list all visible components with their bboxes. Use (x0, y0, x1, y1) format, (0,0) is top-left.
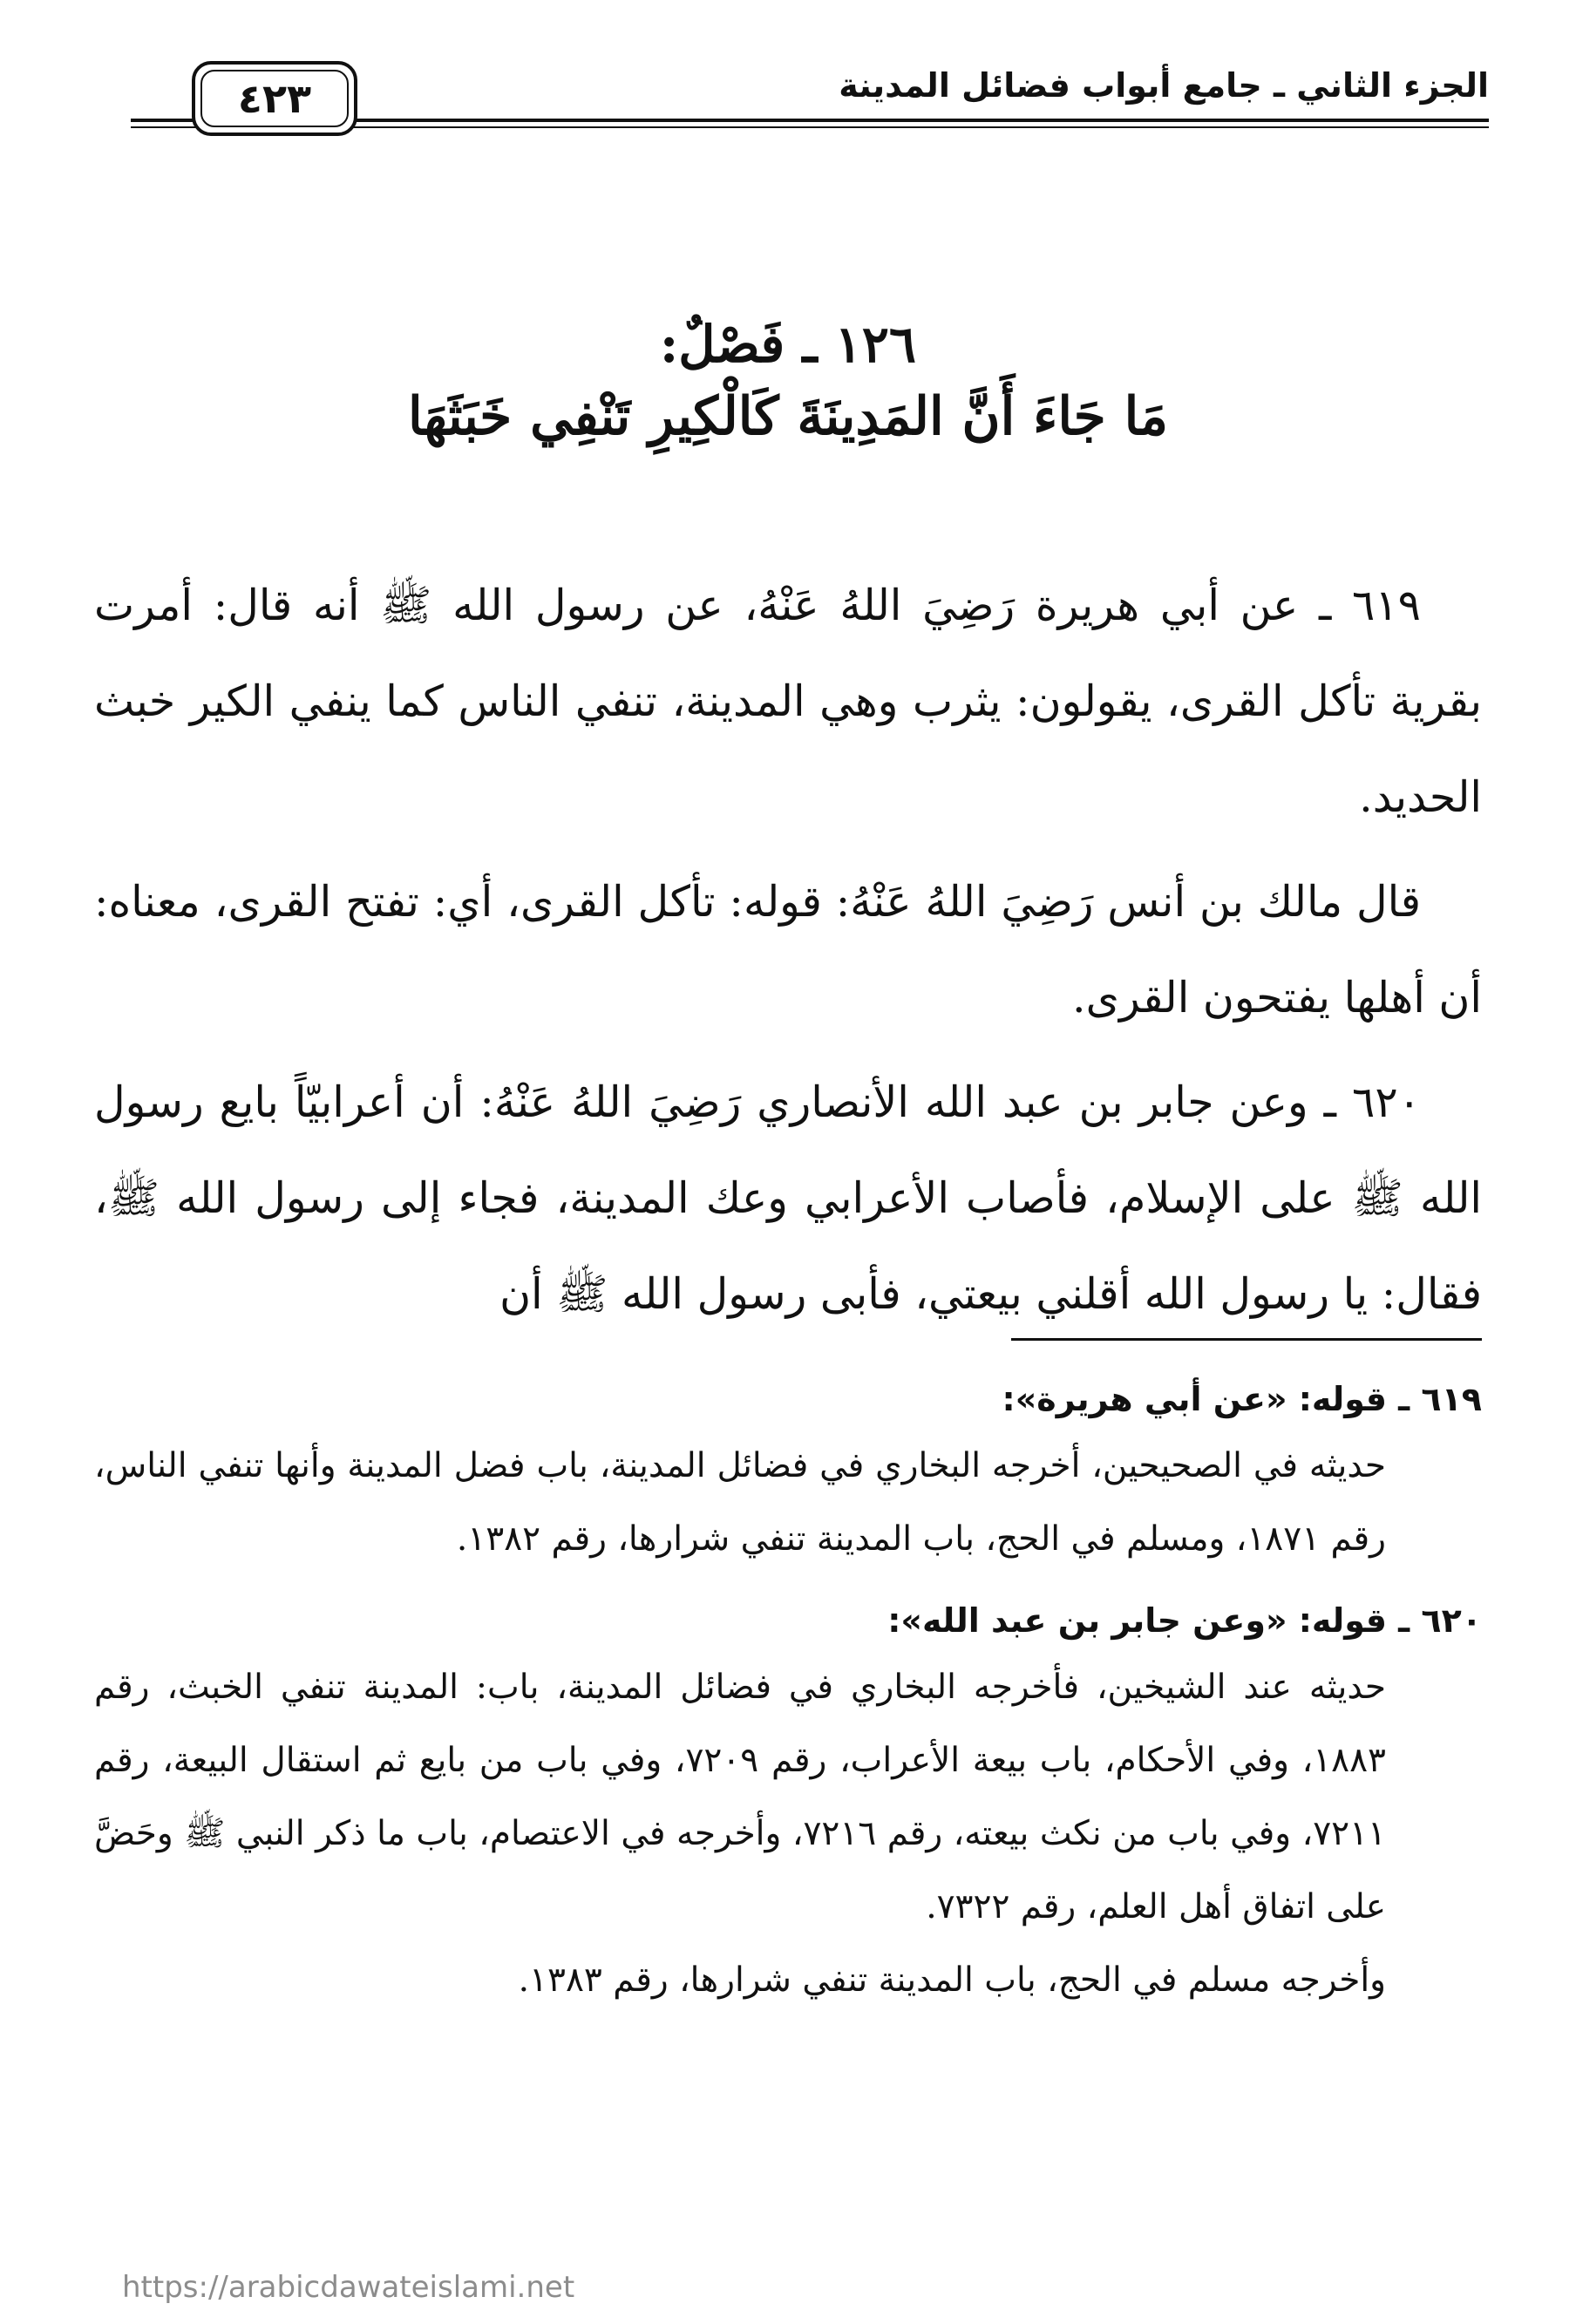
footnote-620-text-2: وأخرجه مسلم في الحج، باب المدينة تنفي شرارها، رقم ١٣٨٣. (518, 1960, 1386, 2000)
page-number-frame (192, 61, 357, 136)
main-text (94, 558, 1482, 1351)
footnote-620-head: ٦٢٠ ـ قوله: «وعن جابر بن عبد الله»: (887, 1601, 1482, 1640)
watermark-url: https://arabicdawateislami.net (122, 2270, 575, 2305)
footnote-620-body (94, 1651, 1482, 2017)
footnote-619-body (94, 1430, 1482, 1576)
hadith-619-text: ٦١٩ ـ عن أبي هريرة رَضِيَ اللهُ عَنْهُ، عن رسول الله ﷺ أنه قال: أمرت بقرية تأكل القرى، يقولون: يثرب وهي المدينة، تنفي الناس كما ينفي الكير خبث الحديد. (94, 581, 1482, 822)
running-header (131, 61, 1489, 139)
malik-commentary (94, 854, 1482, 1046)
page-number: ٤٢٣ (200, 70, 349, 127)
chapter-number: ١٢٦ ـ فَصْلٌ: (659, 315, 917, 374)
chapter-heading (131, 309, 1445, 453)
footnote-619-text: حديثه في الصحيحين، أخرجه البخاري في فضائل المدينة، باب فضل المدينة وأنها تنفي الناس، رقم ١٨٧١، ومسلم في الحج، باب المدينة تنفي شرارها، رقم ١٣٨٢. (94, 1446, 1386, 1559)
footnotes (94, 1369, 1482, 2031)
footnote-620-text: حديثه عند الشيخين، فأخرجه البخاري في فضائل المدينة، باب: المدينة تنفي الخبث، رقم ١٨٨٣، وفي الأحكام، باب بيعة الأعراب، رقم ٧٢٠٩، وفي باب من بايع ثم استقال البيعة، رقم ٧٢١١، وفي باب من نكث بيعته، رقم ٧٢١٦، وأخرجه في الاعتصام، باب ما ذكر النبي ﷺ وحَضَّ على اتفاق أهل العلم، رقم ٧٣٢٢. (94, 1668, 1386, 1926)
hadith-620 (94, 1055, 1482, 1342)
hadith-619 (94, 558, 1482, 846)
hadith-620-text: ٦٢٠ ـ وعن جابر بن عبد الله الأنصاري رَضِيَ اللهُ عَنْهُ: أن أعرابيّاً بايع رسول الله ﷺ على الإسلام، فأصاب الأعرابي وعك المدينة، فجاء إلى رسول الله ﷺ، فقال: يا رسول الله أقلني بيعتي، فأبى رسول الله ﷺ أن (94, 1077, 1482, 1319)
footnote-divider (1011, 1338, 1482, 1341)
footnote-619-head: ٦١٩ ـ قوله: «عن أبي هريرة»: (1002, 1380, 1482, 1418)
running-title: الجزء الثاني ـ جامع أبواب فضائل المدينة (839, 66, 1489, 105)
chapter-title: مَا جَاءَ أَنَّ المَدِينَةَ كَالْكِيرِ تَنْفِي خَبَثَهَا (407, 386, 1169, 448)
malik-commentary-text: قال مالك بن أنس رَضِيَ اللهُ عَنْهُ: قوله: تأكل القرى، أي: تفتح القرى، معناه: أن أهلها يفتحون القرى. (94, 877, 1482, 1023)
